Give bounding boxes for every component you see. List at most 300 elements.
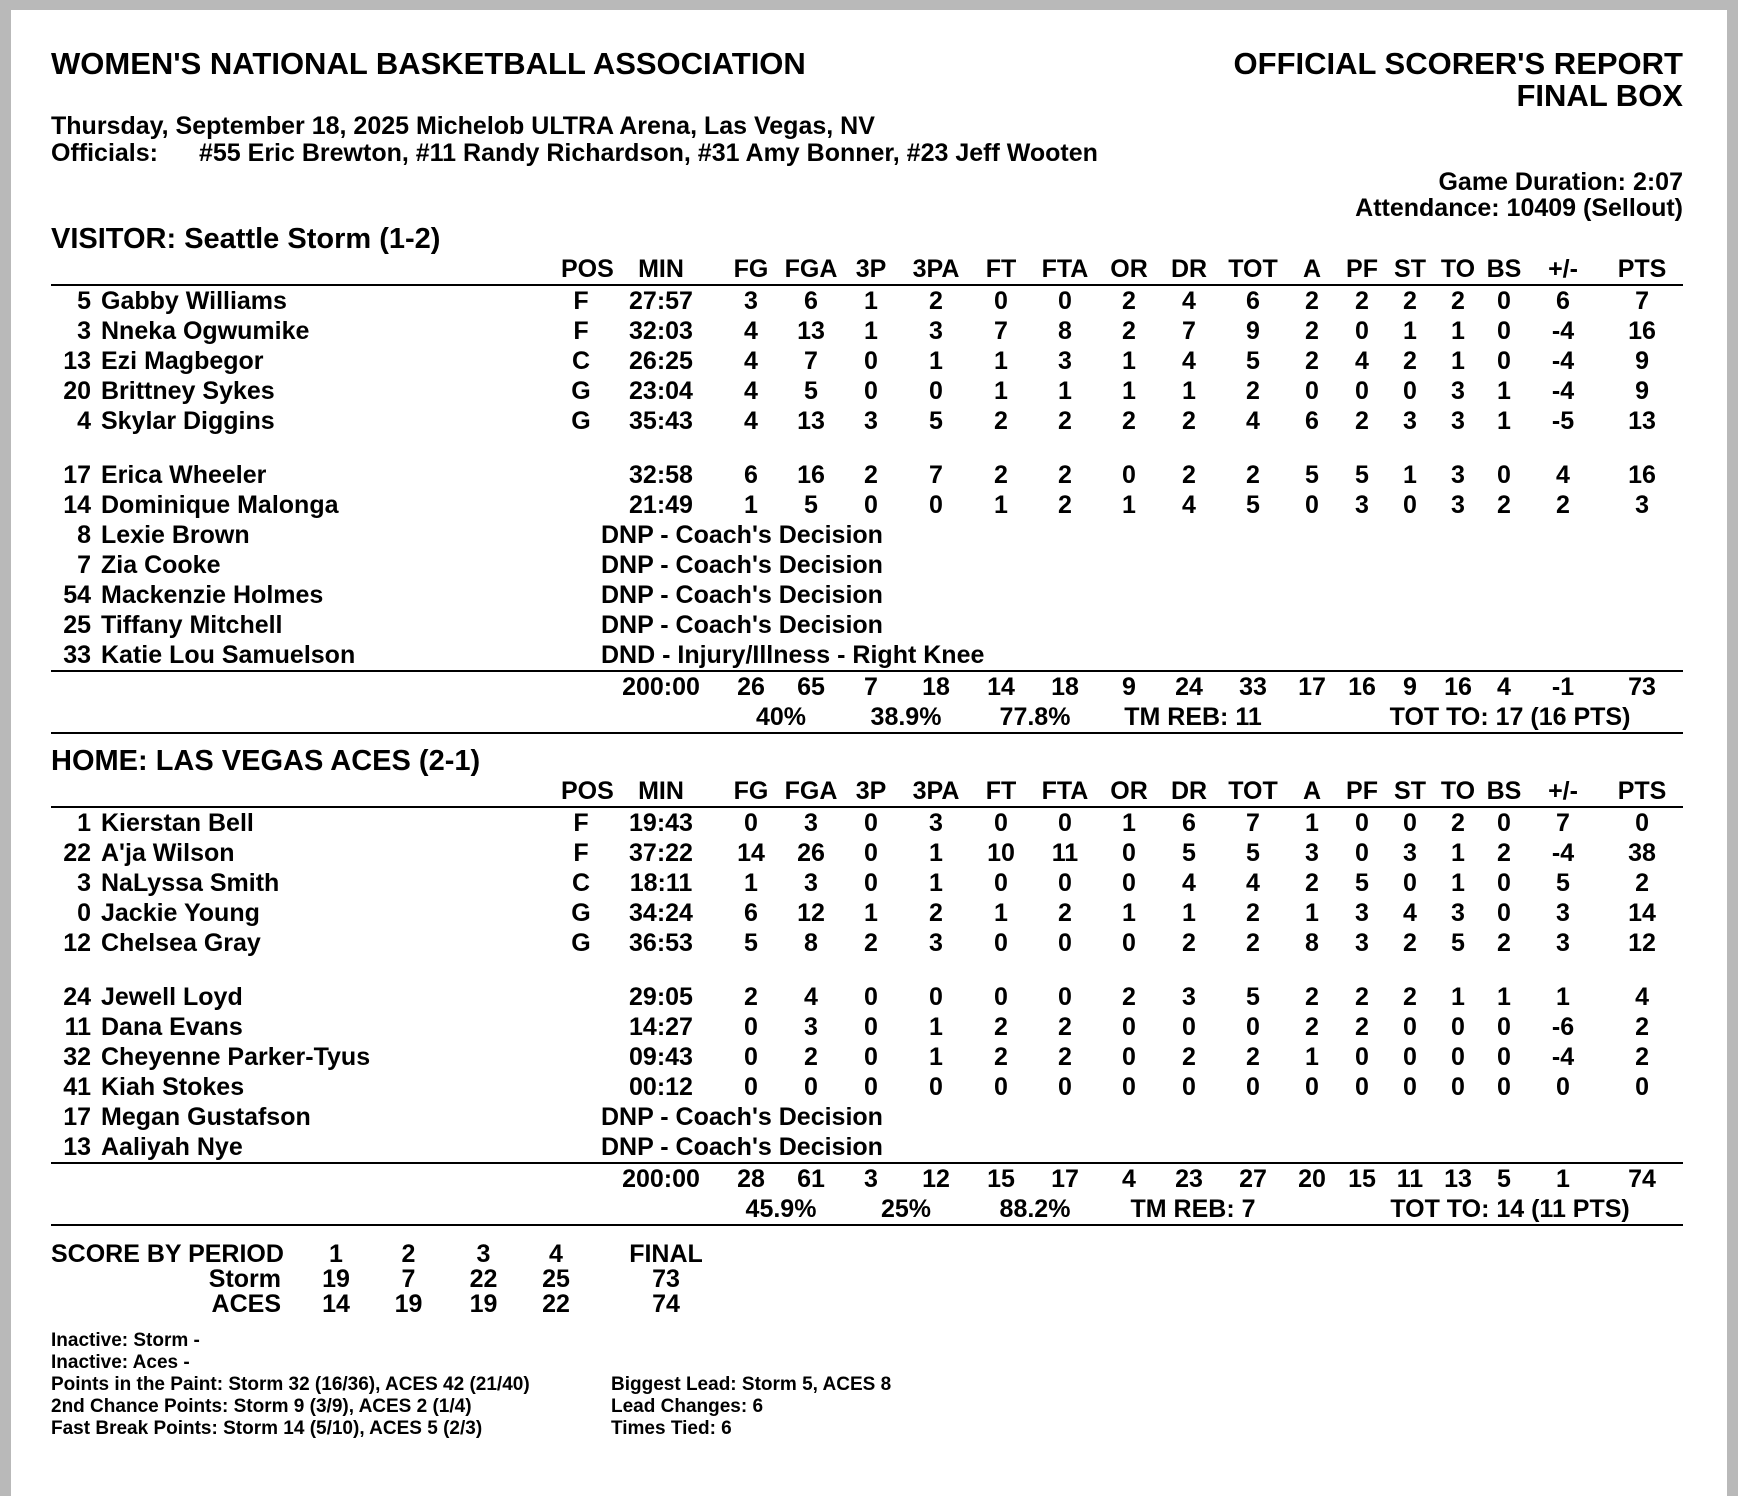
stat-ft: 7 [994, 317, 1008, 345]
stat-min: 34:24 [629, 899, 693, 927]
pos-blank [561, 640, 601, 671]
score-row-storm [51, 1267, 741, 1292]
stat-pos: G [571, 377, 591, 405]
player-name: Ezi Magbegor [101, 347, 264, 375]
stat-fg: 3 [744, 287, 758, 315]
pos-blank [561, 550, 601, 580]
second-chance-points: 2nd Chance Points: Storm 9 (3/9), ACES 2 (1/4) [51, 1396, 472, 1417]
stat-pm: 3 [1556, 899, 1570, 927]
stat-pts: 12 [1628, 929, 1656, 957]
visitor-box-score [51, 224, 1683, 734]
column-header-a: A [1287, 776, 1337, 807]
score-cell: 7 [401, 1265, 416, 1293]
stat-st: 0 [1403, 491, 1417, 519]
stat-fta: 0 [1058, 983, 1072, 1011]
stat-or: 2 [1122, 287, 1136, 315]
stat-or: 0 [1122, 1043, 1136, 1071]
stat-min: 14:27 [629, 1013, 693, 1041]
stat-pf: 0 [1355, 1043, 1369, 1071]
stat-tot: 5 [1246, 347, 1260, 375]
stat-st: 3 [1403, 407, 1417, 435]
player-number: 24 [63, 983, 91, 1011]
stat-ft: 2 [994, 461, 1008, 489]
column-header-fga: FGA [781, 254, 841, 285]
player-number: 14 [63, 491, 91, 519]
total-or: 9 [1099, 671, 1159, 702]
total-st: 11 [1387, 1163, 1433, 1194]
stat-a: 0 [1305, 491, 1319, 519]
total-dr: 23 [1159, 1163, 1219, 1194]
player-name: A'ja Wilson [101, 839, 235, 867]
stat-pos: F [573, 809, 589, 837]
stat-dr: 2 [1182, 1043, 1196, 1071]
stat-fta: 8 [1058, 317, 1072, 345]
stat-to: 1 [1451, 869, 1465, 897]
dnp-row [51, 580, 1683, 610]
stat-dr: 0 [1182, 1073, 1196, 1101]
stat-pos: C [571, 347, 591, 375]
stat-pm: 5 [1556, 869, 1570, 897]
total-ft: 15 [971, 1163, 1031, 1194]
stat-fg: 4 [744, 407, 758, 435]
final-header: FINAL [629, 1240, 703, 1268]
stat-bs: 1 [1497, 983, 1511, 1011]
stat-st: 0 [1403, 809, 1417, 837]
column-header-to: TO [1433, 254, 1483, 285]
player-name: Mackenzie Holmes [101, 581, 324, 609]
total-dr: 24 [1159, 671, 1219, 702]
player-row [51, 982, 1683, 1012]
stat-pos [561, 460, 601, 490]
total-turnovers: TOT TO: 17 (16 PTS) [1337, 702, 1683, 733]
stat-pm: -4 [1551, 347, 1575, 375]
stat-tot: 0 [1246, 1073, 1260, 1101]
score-by-period-label: SCORE BY PERIOD [51, 1240, 284, 1268]
dnp-row [51, 640, 1683, 671]
player-number: 13 [63, 1133, 91, 1161]
stat-bs: 0 [1497, 899, 1511, 927]
stat-or: 1 [1122, 899, 1136, 927]
total-fga: 61 [781, 1163, 841, 1194]
player-row [51, 868, 1683, 898]
total-bs: 5 [1483, 1163, 1525, 1194]
stat-ft: 1 [994, 491, 1008, 519]
stat-to: 3 [1451, 461, 1465, 489]
player-row [51, 376, 1683, 406]
player-row [51, 490, 1683, 520]
stat-3pa: 2 [929, 287, 943, 315]
player-row [51, 406, 1683, 436]
stat-fg: 1 [744, 869, 758, 897]
stat-dr: 1 [1182, 377, 1196, 405]
player-name: NaLyssa Smith [101, 869, 280, 897]
column-header-fta: FTA [1031, 776, 1099, 807]
total-to: 13 [1433, 1163, 1483, 1194]
stat-bs: 0 [1497, 1043, 1511, 1071]
score-cell: 25 [542, 1265, 570, 1293]
player-number: 33 [63, 641, 91, 669]
column-header-bs: BS [1483, 254, 1525, 285]
stat-pos: F [573, 317, 589, 345]
stat-fga: 4 [804, 983, 818, 1011]
player-name: Jewell Loyd [101, 983, 243, 1011]
stat-pos [561, 490, 601, 520]
column-header-pf: PF [1337, 254, 1387, 285]
spacer [51, 436, 1683, 460]
stat-pm: 7 [1556, 809, 1570, 837]
stat-dr: 2 [1182, 461, 1196, 489]
stat-3p: 0 [864, 347, 878, 375]
column-header-st: ST [1387, 776, 1433, 807]
stat-3pa: 1 [929, 839, 943, 867]
stat-bs: 2 [1497, 929, 1511, 957]
league-title: WOMEN'S NATIONAL BASKETBALL ASSOCIATION [51, 46, 806, 81]
stat-dr: 5 [1182, 839, 1196, 867]
stat-to: 1 [1451, 347, 1465, 375]
stat-bs: 0 [1497, 1073, 1511, 1101]
totals-spacer [51, 1163, 601, 1194]
stat-3pa: 0 [929, 377, 943, 405]
dnp-row [51, 520, 1683, 550]
stat-fg: 0 [744, 1043, 758, 1071]
stat-fga: 16 [797, 461, 825, 489]
stat-pm: 6 [1556, 287, 1570, 315]
stat-a: 2 [1305, 347, 1319, 375]
stat-fg: 0 [744, 1073, 758, 1101]
stat-pm: 4 [1556, 461, 1570, 489]
stat-fga: 2 [804, 1043, 818, 1071]
stat-ft: 0 [994, 929, 1008, 957]
stat-pf: 4 [1355, 347, 1369, 375]
total-a: 20 [1287, 1163, 1337, 1194]
points-in-paint: Points in the Paint: Storm 32 (16/36), ACES 42 (21/40) [51, 1374, 530, 1395]
column-header-to: TO [1433, 776, 1483, 807]
stat-tot: 2 [1246, 899, 1260, 927]
total-st: 9 [1387, 671, 1433, 702]
player-name: Kiah Stokes [101, 1073, 245, 1101]
stat-dr: 4 [1182, 347, 1196, 375]
stat-to: 3 [1451, 407, 1465, 435]
period-1-header: 1 [329, 1240, 343, 1268]
stat-pf: 0 [1355, 317, 1369, 345]
total-pf: 15 [1337, 1163, 1387, 1194]
column-header-pm: +/- [1525, 254, 1601, 285]
player-name: Brittney Sykes [101, 377, 275, 405]
stat-min: 00:12 [629, 1073, 693, 1101]
fast-break-points: Fast Break Points: Storm 14 (5/10), ACES 5 (2/3) [51, 1418, 483, 1439]
stat-fga: 13 [797, 407, 825, 435]
biggest-lead: Biggest Lead: Storm 5, ACES 8 [611, 1374, 892, 1395]
stat-ft: 0 [994, 809, 1008, 837]
total-3pa: 18 [901, 671, 971, 702]
stat-st: 0 [1403, 1013, 1417, 1041]
spacer [51, 958, 1683, 982]
stat-st: 0 [1403, 1043, 1417, 1071]
player-number: 11 [64, 1013, 91, 1041]
stat-dr: 4 [1182, 491, 1196, 519]
team-title-row [51, 224, 1683, 254]
player-number: 20 [63, 377, 91, 405]
stat-3pa: 3 [929, 809, 943, 837]
stat-pf: 2 [1355, 287, 1369, 315]
game-duration: Game Duration: 2:07 [1438, 168, 1683, 196]
stat-3p: 0 [864, 1073, 878, 1101]
player-number: 3 [77, 869, 91, 897]
column-header-3p: 3P [841, 776, 901, 807]
stat-pm: -4 [1551, 839, 1575, 867]
column-header-ft: FT [971, 254, 1031, 285]
column-header-pos: POS [561, 255, 614, 283]
stat-dr: 6 [1182, 809, 1196, 837]
total-min: 200:00 [601, 671, 721, 702]
stat-3pa: 1 [929, 347, 943, 375]
player-number: 54 [63, 581, 91, 609]
stat-a: 3 [1305, 839, 1319, 867]
stat-or: 1 [1122, 347, 1136, 375]
total-pf: 16 [1337, 671, 1387, 702]
stat-pos: G [571, 929, 591, 957]
stat-pm: -4 [1551, 377, 1575, 405]
stat-3p: 0 [864, 809, 878, 837]
stat-a: 2 [1305, 317, 1319, 345]
score-cell: 19 [469, 1290, 498, 1318]
score-team-name: Storm [208, 1265, 281, 1293]
stat-st: 2 [1403, 983, 1417, 1011]
dnp-reason: DNP - Coach's Decision [601, 1103, 883, 1131]
stat-min: 37:22 [629, 839, 693, 867]
stat-fta: 0 [1058, 869, 1072, 897]
stat-tot: 0 [1246, 1013, 1260, 1041]
stat-a: 1 [1305, 899, 1319, 927]
stat-pts: 0 [1635, 809, 1649, 837]
stat-st: 2 [1403, 287, 1417, 315]
stat-ft: 0 [994, 869, 1008, 897]
stat-or: 0 [1122, 929, 1136, 957]
stat-pts: 16 [1628, 461, 1656, 489]
stat-ft: 2 [994, 1043, 1008, 1071]
stat-3pa: 3 [929, 929, 943, 957]
column-header-dr: DR [1159, 254, 1219, 285]
ft-pct: 88.2% [971, 1194, 1099, 1225]
score-final: 73 [652, 1265, 680, 1293]
score-by-period [51, 1242, 741, 1317]
stat-ft: 0 [994, 287, 1008, 315]
stat-pm: 0 [1556, 1073, 1570, 1101]
column-header-pm: +/- [1525, 776, 1601, 807]
stat-pts: 0 [1635, 1073, 1649, 1101]
stat-fg: 5 [744, 929, 758, 957]
stat-pos: G [571, 899, 591, 927]
stat-3p: 0 [864, 869, 878, 897]
stat-3pa: 1 [929, 869, 943, 897]
player-row [51, 898, 1683, 928]
stat-fta: 3 [1058, 347, 1072, 375]
inactive-aces: Inactive: Aces - [51, 1352, 190, 1373]
column-header-pts: PTS [1601, 776, 1683, 807]
dnp-reason: DNP - Coach's Decision [601, 1133, 883, 1161]
stat-pf: 3 [1355, 491, 1369, 519]
stat-or: 0 [1122, 1013, 1136, 1041]
stat-pts: 2 [1635, 1013, 1649, 1041]
stat-tot: 2 [1246, 1043, 1260, 1071]
pct-spacer [1287, 702, 1337, 733]
player-name: Cheyenne Parker-Tyus [101, 1043, 371, 1071]
stat-st: 3 [1403, 839, 1417, 867]
stat-pf: 0 [1355, 1073, 1369, 1101]
stat-fga: 7 [804, 347, 818, 375]
player-number: 25 [63, 611, 91, 639]
stat-a: 8 [1305, 929, 1319, 957]
stat-ft: 10 [987, 839, 1015, 867]
stat-bs: 2 [1497, 839, 1511, 867]
stat-pos [561, 982, 601, 1012]
player-name: Chelsea Gray [101, 929, 261, 957]
player-number: 41 [63, 1073, 91, 1101]
stat-fg: 6 [744, 899, 758, 927]
stat-or: 2 [1122, 983, 1136, 1011]
column-header-tot: TOT [1219, 776, 1287, 807]
stat-pm: 2 [1556, 491, 1570, 519]
stat-fga: 12 [797, 899, 825, 927]
stat-fta: 2 [1058, 899, 1072, 927]
stat-st: 0 [1403, 377, 1417, 405]
stat-3p: 0 [864, 1043, 878, 1071]
stat-fg: 0 [744, 809, 758, 837]
stat-to: 1 [1451, 983, 1465, 1011]
score-by-period-header [51, 1242, 741, 1267]
stat-or: 0 [1122, 461, 1136, 489]
stat-fg: 4 [744, 317, 758, 345]
column-header-min: MIN [601, 776, 721, 807]
player-name: Dana Evans [101, 1013, 243, 1041]
stat-pts: 3 [1635, 491, 1649, 519]
team-title-row [51, 746, 1683, 776]
stat-pos [561, 1042, 601, 1072]
stat-dr: 3 [1182, 983, 1196, 1011]
team-totals-row [51, 1163, 1683, 1194]
total-or: 4 [1099, 1163, 1159, 1194]
stat-pts: 9 [1635, 347, 1649, 375]
stat-dr: 2 [1182, 407, 1196, 435]
column-header-fta: FTA [1031, 254, 1099, 285]
pos-blank [561, 1132, 601, 1163]
player-name: Dominique Malonga [101, 491, 339, 519]
stat-pm: -6 [1551, 1013, 1575, 1041]
stat-bs: 0 [1497, 347, 1511, 375]
stat-fta: 0 [1058, 809, 1072, 837]
stat-pos: G [571, 407, 591, 435]
stat-tot: 7 [1246, 809, 1260, 837]
player-name: Aaliyah Nye [101, 1133, 243, 1161]
spacer-row [51, 436, 1683, 460]
stat-fg: 1 [744, 491, 758, 519]
stat-pf: 3 [1355, 899, 1369, 927]
stat-3p: 0 [864, 377, 878, 405]
column-header-pos: POS [561, 777, 614, 805]
stat-or: 2 [1122, 407, 1136, 435]
player-number: 12 [63, 929, 91, 957]
stat-to: 1 [1451, 839, 1465, 867]
stat-pm: -5 [1551, 407, 1575, 435]
stat-fta: 2 [1058, 1013, 1072, 1041]
stat-dr: 1 [1182, 899, 1196, 927]
column-header-fg: FG [721, 776, 781, 807]
stat-fga: 8 [804, 929, 818, 957]
stat-fga: 3 [804, 1013, 818, 1041]
stat-3p: 1 [864, 899, 878, 927]
stat-st: 1 [1403, 317, 1417, 345]
spacer-row [51, 958, 1683, 982]
stat-to: 1 [1451, 317, 1465, 345]
stat-pm: 1 [1556, 983, 1570, 1011]
player-row [51, 838, 1683, 868]
player-row [51, 460, 1683, 490]
ft-pct: 77.8% [971, 702, 1099, 733]
stat-min: 29:05 [629, 983, 693, 1011]
stat-to: 3 [1451, 377, 1465, 405]
stat-ft: 1 [994, 347, 1008, 375]
report-title: OFFICIAL SCORER'S REPORT [1233, 46, 1683, 81]
stat-pf: 0 [1355, 809, 1369, 837]
total-pts: 73 [1601, 671, 1683, 702]
player-number: 1 [77, 809, 91, 837]
pos-blank [561, 610, 601, 640]
stat-fta: 2 [1058, 491, 1072, 519]
stat-fga: 6 [804, 287, 818, 315]
stat-fta: 0 [1058, 287, 1072, 315]
stat-fga: 3 [804, 869, 818, 897]
stat-min: 21:49 [629, 491, 693, 519]
score-cell: 22 [469, 1265, 498, 1293]
stat-bs: 1 [1497, 407, 1511, 435]
stat-fta: 2 [1058, 1043, 1072, 1071]
total-3p: 3 [841, 1163, 901, 1194]
stat-a: 2 [1305, 983, 1319, 1011]
stat-bs: 0 [1497, 869, 1511, 897]
stat-pos: F [573, 839, 589, 867]
stat-tot: 5 [1246, 491, 1260, 519]
stat-min: 19:43 [629, 809, 693, 837]
header-spacer [91, 254, 561, 285]
total-pm: 1 [1525, 1163, 1601, 1194]
total-pts: 74 [1601, 1163, 1683, 1194]
column-header-row [51, 776, 1683, 807]
stat-to: 2 [1451, 809, 1465, 837]
three-pct: 25% [841, 1194, 971, 1225]
stat-min: 32:58 [629, 461, 693, 489]
stat-3pa: 0 [929, 1073, 943, 1101]
total-tot: 33 [1219, 671, 1287, 702]
stat-3p: 1 [864, 317, 878, 345]
player-number: 17 [63, 461, 91, 489]
player-number: 4 [77, 407, 91, 435]
total-3pa: 12 [901, 1163, 971, 1194]
stat-bs: 0 [1497, 461, 1511, 489]
inactive-storm: Inactive: Storm - [51, 1330, 200, 1351]
stat-fg: 6 [744, 461, 758, 489]
stat-fg: 14 [737, 839, 765, 867]
stat-tot: 2 [1246, 929, 1260, 957]
stat-dr: 7 [1182, 317, 1196, 345]
player-row [51, 928, 1683, 958]
player-row [51, 285, 1683, 316]
player-name: Zia Cooke [101, 551, 221, 579]
player-number: 32 [63, 1043, 91, 1071]
team-title: HOME: LAS VEGAS ACES (2-1) [51, 745, 481, 777]
pct-spacer [1287, 1194, 1337, 1225]
stat-a: 0 [1305, 1073, 1319, 1101]
stat-fga: 5 [804, 377, 818, 405]
